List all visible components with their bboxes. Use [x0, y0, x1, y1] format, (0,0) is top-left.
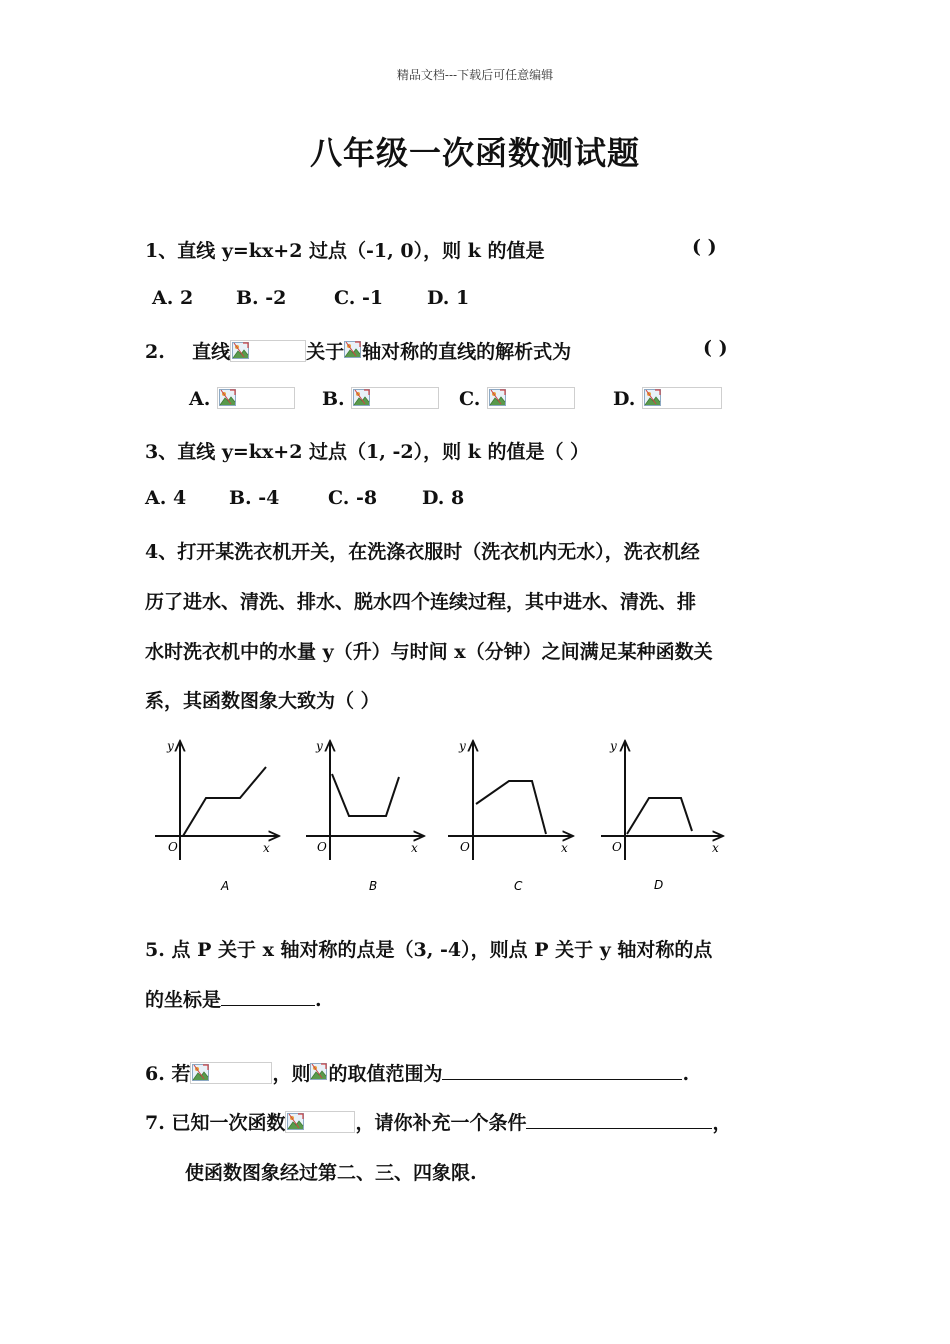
question-6-end: .	[682, 1063, 690, 1085]
graph-b	[306, 739, 423, 893]
graph-a-label: A	[221, 879, 230, 893]
graph-c-y-label: y	[459, 739, 466, 753]
question-4-line-2: 历了进水、清洗、排水、脱水四个连续过程，其中进水、清洗、排	[145, 591, 697, 613]
broken-image-icon	[310, 1063, 327, 1080]
graph-a-curve	[183, 767, 266, 836]
broken-image-icon	[310, 1062, 328, 1084]
graph-a-origin: O	[168, 840, 178, 854]
question-2-number: 2.	[145, 341, 165, 363]
graph-b-origin: O	[317, 840, 327, 854]
question-1-text: 1、直线 y=kx+2 过点（-1, 0），则 k 的值是	[145, 240, 545, 262]
question-2-line	[145, 337, 571, 364]
graph-d	[601, 739, 722, 892]
broken-image-icon	[489, 389, 506, 406]
broken-image-icon	[642, 387, 722, 409]
answer-blank[interactable]	[221, 1004, 315, 1006]
answer-blank[interactable]	[442, 1078, 682, 1080]
question-2-option-a	[189, 387, 295, 410]
question-1-option-d: D. 1	[427, 287, 470, 309]
graph-d-origin: O	[612, 840, 622, 854]
page-title: 八年级一次函数测试题	[309, 134, 640, 172]
option-d-label: D.	[613, 388, 636, 410]
question-4-line-1: 4、打开某洗衣机开关，在洗涤衣服时（洗衣机内无水），洗衣机经	[145, 541, 700, 563]
graph-c	[448, 739, 572, 893]
graph-b-x-label: x	[411, 841, 418, 855]
question-1-option-c: C. -1	[334, 287, 384, 309]
broken-image-icon	[351, 387, 439, 409]
broken-image-icon	[219, 389, 236, 406]
graph-a-x-label: x	[263, 841, 270, 855]
question-3-text: 3、直线 y=kx+2 过点（1, -2），则 k 的值是（ ）	[145, 441, 590, 463]
question-7-text-2: ，请你补充一个条件	[355, 1112, 527, 1134]
broken-image-icon	[285, 1111, 355, 1133]
question-2-option-c	[459, 387, 575, 410]
question-4-line-3: 水时洗衣机中的水量 y（升）与时间 x（分钟）之间满足某种函数关	[145, 641, 713, 663]
question-3-option-b: B. -4	[229, 487, 280, 509]
question-6-line	[145, 1059, 689, 1086]
broken-image-icon	[217, 387, 295, 409]
question-4-line-4: 系，其函数图象大致为（ ）	[145, 690, 380, 712]
graph-a-y-label: y	[167, 739, 174, 753]
question-3-option-d: D. 8	[422, 487, 465, 509]
graph-d-y-label: y	[610, 739, 617, 753]
broken-image-icon	[344, 340, 362, 362]
option-a-label: A.	[189, 388, 211, 410]
question-5-end: .	[315, 989, 322, 1011]
question-5-text: 的坐标是	[145, 989, 222, 1011]
question-6-number: 6. 若	[145, 1063, 191, 1085]
graph-c-label: C	[514, 879, 523, 893]
graph-c-x-label: x	[561, 841, 568, 855]
broken-image-icon	[230, 340, 306, 362]
broken-image-icon	[190, 1062, 272, 1084]
question-5-line-2	[145, 985, 322, 1012]
question-7-end: ，	[712, 1112, 732, 1134]
page-header: 精品文档---下载后可任意编辑	[396, 68, 554, 82]
graph-b-label: B	[369, 879, 378, 893]
broken-image-icon	[487, 387, 575, 409]
graph-b-curve	[332, 774, 399, 816]
broken-image-icon	[192, 1064, 209, 1081]
broken-image-icon	[344, 341, 361, 358]
broken-image-icon	[353, 389, 370, 406]
graph-a	[155, 739, 278, 893]
broken-image-icon	[287, 1113, 304, 1130]
question-1-option-a: A. 2	[152, 287, 194, 309]
question-5-line-1: 5. 点 P 关于 x 轴对称的点是（3, -4），则点 P 关于 y 轴对称的点	[145, 939, 713, 961]
graph-d-label: D	[654, 878, 664, 892]
question-2-option-b	[322, 387, 439, 410]
question-7-text-1: 7. 已知一次函数	[145, 1112, 286, 1134]
question-3-option-a: A. 4	[145, 487, 187, 509]
answer-blank[interactable]	[526, 1127, 712, 1129]
option-b-label: B.	[322, 388, 345, 410]
graph-d-curve	[627, 798, 692, 834]
question-7-line-2: 使函数图象经过第二、三、四象限.	[185, 1162, 477, 1184]
question-6-text-1: ，则	[272, 1063, 311, 1085]
question-2-answer-paren: ( )	[703, 337, 728, 359]
question-2-text-2: 关于	[306, 341, 345, 363]
broken-image-icon	[232, 342, 249, 359]
question-2-option-d	[613, 387, 722, 410]
graph-b-y-label: y	[316, 739, 323, 753]
question-1-answer-paren: ( )	[692, 236, 717, 258]
question-2-text-1: 直线	[192, 341, 231, 363]
question-3-option-c: C. -8	[328, 487, 378, 509]
question-2-text-3: 轴对称的直线的解析式为	[362, 341, 572, 363]
graph-c-curve	[476, 781, 546, 834]
washing-machine-graphs	[140, 730, 740, 900]
question-6-text-2: 的取值范围为	[328, 1063, 443, 1085]
graph-c-origin: O	[460, 840, 470, 854]
question-7-line-1	[145, 1108, 731, 1135]
graph-d-x-label: x	[712, 841, 719, 855]
question-1-option-b: B. -2	[236, 287, 287, 309]
option-c-label: C.	[459, 388, 481, 410]
broken-image-icon	[644, 389, 661, 406]
